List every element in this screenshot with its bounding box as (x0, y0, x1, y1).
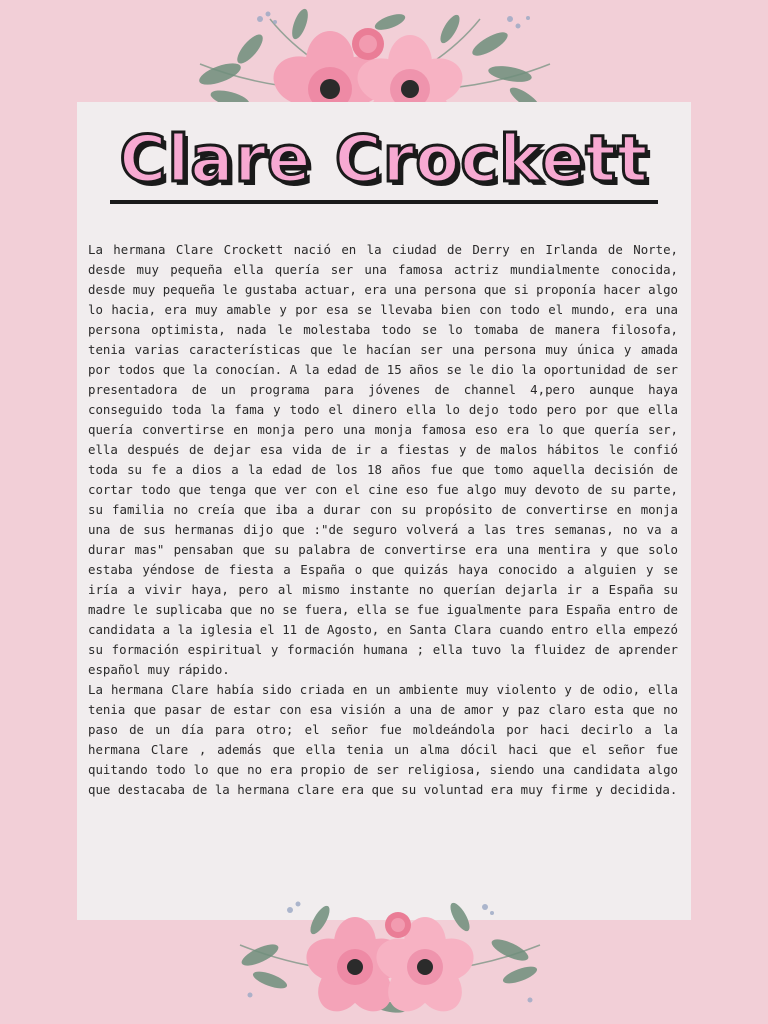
document-body (88, 240, 678, 800)
flower-bouquet-bottom-icon (230, 895, 550, 1020)
document-title: Clare Crockett (119, 123, 649, 197)
paragraph: La hermana Clare había sido criada en un ambiente muy violento y de odio, ella tenia que pasar de estar con esa visión a una de amor y paz claro esta que no paso de un día para otro; el señor fue moldeándola por haci decirlo a la hermana Clare , además que ella tenia un alma dócil haci que el señor fue quitando todo lo que no era propio de ser religiosa, siendo una candidata algo que destacaba de la hermana clare era que su voluntad era muy firme y decidida. (88, 682, 678, 797)
paragraph: La hermana Clare Crockett nació en la ciudad de Derry en Irlanda de Norte, desde muy pequeña ella quería ser una famosa actriz mundialmente conocida, desde muy pequeña le gustaba actuar, era una persona que si proponía hacer algo lo hacia, era muy amable y por esa se llevaba bien con todo el mundo, era una persona optimista, nada le molestaba todo se lo tomaba de manera filosofa, tenia varias características que le hacían ser una persona muy única y amada por todos que la conocían. A la edad de 15 años se le dio la oportunidad de ser presentadora de un programa para jóvenes de channel 4,pero aunque haya conseguido toda la fama y todo el dinero ella lo dejo todo pero por que ella quería convertirse en monja pero una monja famosa eso era lo que quería ser, ella después de dejar esa vida de ir a fiestas y de malos hábitos le confió toda su fe a dios a la edad de los 18 años fue que tomo aquella decisión de cortar todo que tenga que ver con el cine eso fue algo muy devoto de su parte, su familia no creía que iba a durar con su propósito de convertirse en monja una de sus hermanas dijo que :"de seguro volverá a las tres semanas, no va a durar mas" pensaban que su palabra de convertirse era una mentira y que solo estaba yéndose de fiesta a España o que quizás haya conocido a alguien y se iría a vivir haya, pero al mismo instante no querían dejarla ir a España su madre le suplicaba que no se fuera, ella se fue igualmente para España entro de candidata a la iglesia el 11 de Agosto, en Santa Clara cuando entro ella empezó su formación espiritual y formación humana ; ella tuvo la fluidez de aprender español muy rápido. (88, 242, 678, 677)
title-underline (110, 200, 658, 204)
